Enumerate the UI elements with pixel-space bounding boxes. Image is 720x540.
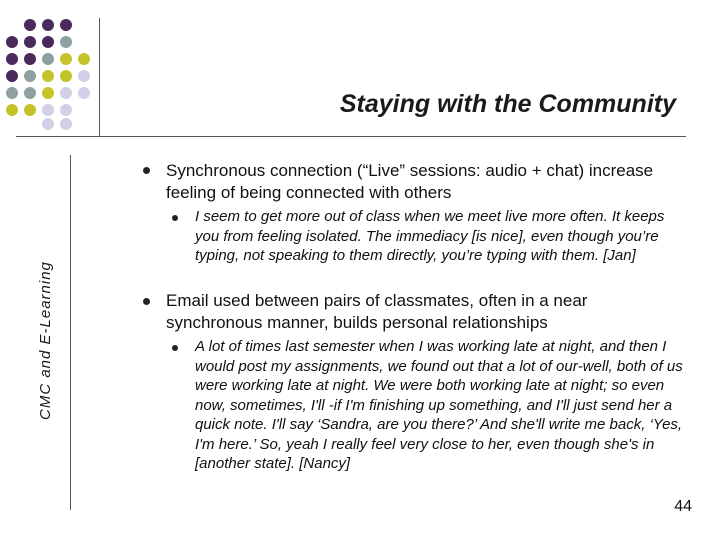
decorative-dot-grid (0, 0, 100, 130)
side-label: CMC and E-Learning (37, 261, 54, 420)
dot (6, 53, 18, 65)
bullet-text: Email used between pairs of classmates, often in a near synchronous manner, builds personal relationships (166, 291, 588, 332)
sub-bullet-marker (172, 215, 178, 221)
dot (24, 87, 36, 99)
dot (60, 70, 72, 82)
dot (42, 104, 54, 116)
dot (6, 104, 18, 116)
dot (24, 19, 36, 31)
dot (42, 87, 54, 99)
dot (60, 87, 72, 99)
dot (42, 19, 54, 31)
bullet-text: Synchronous connection (“Live” sessions: audio + chat) increase feeling of being connected with others (166, 161, 654, 202)
dot (42, 118, 54, 130)
bullet-marker (143, 167, 150, 174)
sub-bullet-marker (172, 345, 178, 351)
dot (6, 36, 18, 48)
dot (42, 70, 54, 82)
header-horizontal-rule (16, 136, 686, 137)
dot (60, 36, 72, 48)
side-vertical-rule (70, 155, 71, 510)
dot (60, 104, 72, 116)
dot (42, 53, 54, 65)
dot (42, 36, 54, 48)
page-number: 44 (674, 498, 692, 515)
dot (24, 104, 36, 116)
quote-text: A lot of times last semester when I was working late at night, and then I would post my assignments, we found out that a lot of our‐well, both of us were working late at night. We were both working late at night; so even now, sometimes, I'll ‐if I'm finishing up something, and I'll just send her a quick note. I'll say ‘Sandra, are you there?’ And she'll write me back, ‘Yes, I'm here.’ So, yeah I really feel very close to her, even though she's in [another state]. [Nancy] (195, 338, 683, 472)
dot (78, 53, 90, 65)
dot (24, 70, 36, 82)
dot (78, 70, 90, 82)
dot (60, 53, 72, 65)
slide-title: Staying with the Community (339, 90, 676, 118)
dot (6, 87, 18, 99)
dot (24, 36, 36, 48)
dot (78, 87, 90, 99)
bullet-marker (143, 298, 150, 305)
header-vertical-rule (99, 18, 100, 136)
dot (60, 118, 72, 130)
dot (24, 53, 36, 65)
dot (60, 19, 72, 31)
quote-text: I seem to get more out of class when we meet live more often. It keeps you from feeling isolated. The immediacy [is nice], even though you’re typing, not speaking to them directly, you’re typing with them. [Jan] (195, 208, 665, 264)
dot (6, 70, 18, 82)
